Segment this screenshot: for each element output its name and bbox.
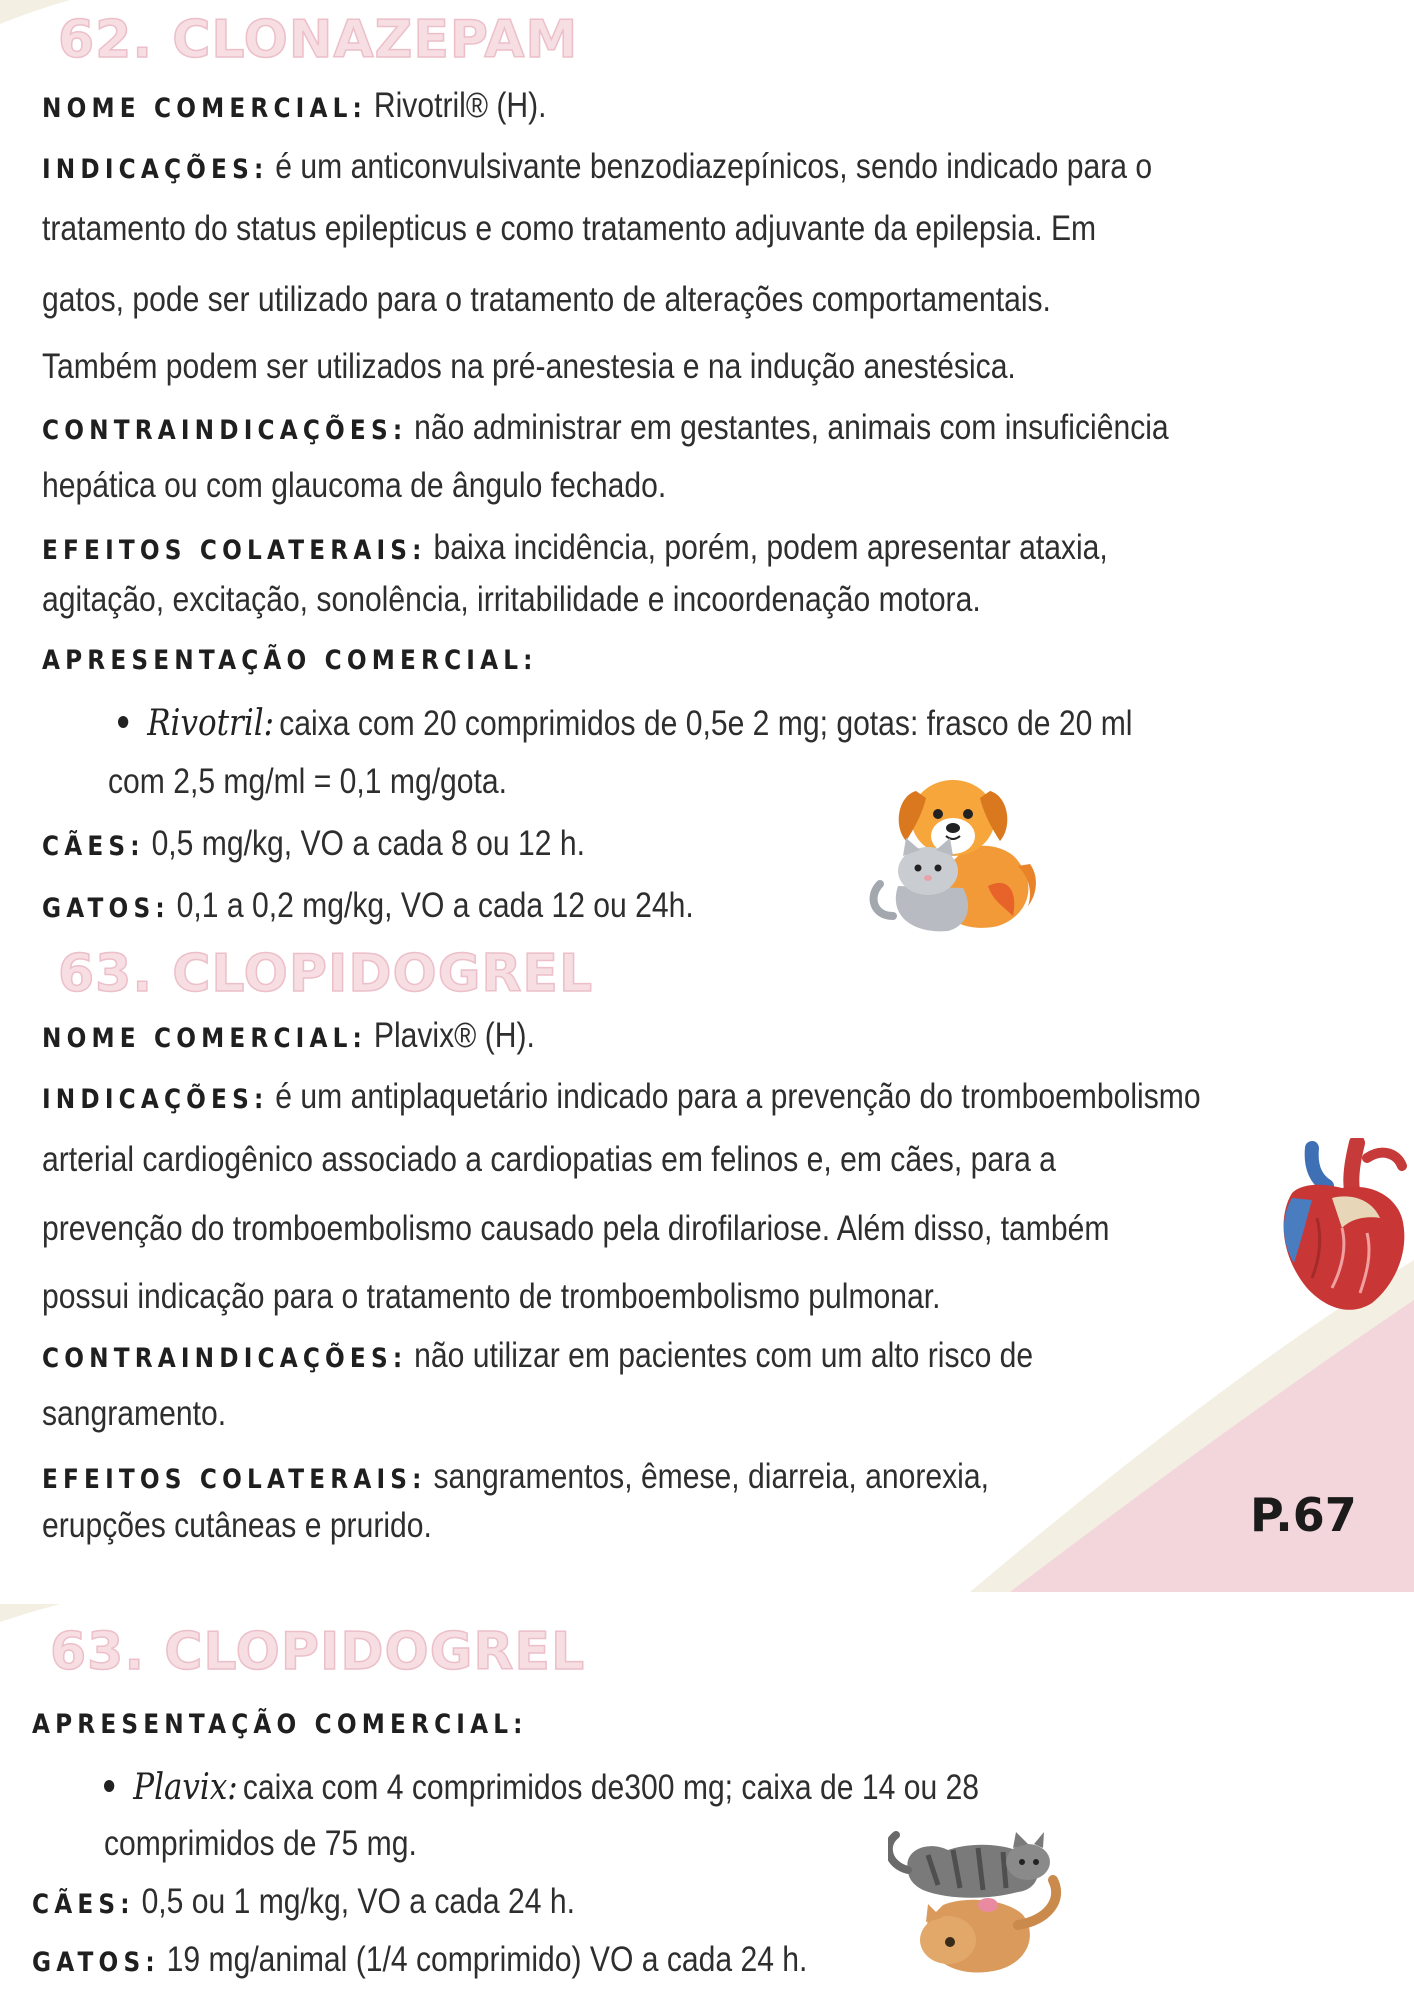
- efeitos-62-line-2: agitação, excitação, sonolência, irritabilidade e incoordenação motora.: [42, 580, 981, 619]
- cats-playing-illustration: [888, 1830, 1068, 1980]
- apresentacao-62-line-2: com 2,5 mg/ml = 0,1 mg/gota.: [108, 762, 508, 801]
- caes-62: [42, 822, 585, 869]
- contraindicacoes-62: [42, 406, 1169, 453]
- gatos-dose: 0,1 a 0,2 mg/kg, VO a cada 12 ou 24h.: [176, 886, 694, 925]
- brand-name: Rivotril:: [147, 703, 275, 744]
- bullet-icon: [104, 1780, 114, 1792]
- contraindicacoes-label: CONTRAINDICAÇÕES:: [42, 415, 408, 446]
- section-title-63: 63. CLOPIDOGREL: [58, 944, 594, 1004]
- nome-comercial-label: NOME COMERCIAL:: [42, 1023, 367, 1054]
- efeitos-text: sangramentos, êmese, diarreia, anorexia,: [433, 1457, 989, 1496]
- apresentacao-63-label-line: [32, 1700, 535, 1747]
- indicacoes-label: INDICAÇÕES:: [42, 154, 269, 185]
- contraindicacoes-text: não utilizar em pacientes com um alto risco de: [414, 1336, 1034, 1375]
- apresentacao-label: APRESENTAÇÃO COMERCIAL:: [42, 645, 538, 676]
- nome-comercial-label: NOME COMERCIAL:: [42, 93, 367, 124]
- gatos-63: [32, 1938, 807, 1985]
- efeitos-text: baixa incidência, porém, podem apresentar ataxia,: [433, 528, 1108, 567]
- indicacoes-text: é um anticonvulsivante benzodiazepínicos, sendo indicado para o: [275, 147, 1153, 186]
- contraindicacoes-text: não administrar em gestantes, animais com insuficiência: [414, 408, 1169, 447]
- gatos-label: GATOS:: [42, 893, 170, 924]
- indicacoes-63-line-3: prevenção do tromboembolismo causado pela dirofilariose. Além disso, também: [42, 1209, 1110, 1248]
- indicacoes-63-line-4: possui indicação para o tratamento de tromboembolismo pulmonar.: [42, 1277, 941, 1316]
- efeitos-63-line-2: erupções cutâneas e prurido.: [42, 1506, 432, 1545]
- efeitos-label: EFEITOS COLATERAIS:: [42, 535, 427, 566]
- bullet-icon: [118, 716, 128, 728]
- caes-label: CÃES:: [42, 831, 145, 862]
- indicacoes-62: [42, 145, 1152, 192]
- section-title-62: 62. CLONAZEPAM: [58, 10, 579, 70]
- caes-63: [32, 1880, 575, 1927]
- indicacoes-63-line-2: arterial cardiogênico associado a cardiopatias em felinos e, em cães, para a: [42, 1140, 1056, 1179]
- indicacoes-62-line-4: Também podem ser utilizados na pré-anestesia e na indução anestésica.: [42, 347, 1016, 386]
- indicacoes-text: é um antiplaquetário indicado para a prevenção do tromboembolismo: [275, 1077, 1201, 1116]
- indicacoes-label: INDICAÇÕES:: [42, 1084, 269, 1115]
- caes-dose: 0,5 mg/kg, VO a cada 8 ou 12 h.: [151, 824, 585, 863]
- contraindicacoes-63: [42, 1334, 1033, 1381]
- gatos-label: GATOS:: [32, 1947, 160, 1978]
- efeitos-label: EFEITOS COLATERAIS:: [42, 1464, 427, 1495]
- contraindicacoes-label: CONTRAINDICAÇÕES:: [42, 1343, 408, 1374]
- page-separator: [0, 1592, 1414, 1604]
- nome-comercial-value: Rivotril® (H).: [373, 86, 547, 125]
- nome-comercial-value: Plavix® (H).: [373, 1016, 535, 1055]
- document-page-2: [0, 1604, 1414, 2000]
- apresentacao-63-line-2: comprimidos de 75 mg.: [104, 1824, 417, 1863]
- apresentacao-62-item: [118, 702, 1132, 746]
- brand-name: Plavix:: [133, 1767, 238, 1808]
- apresentacao-label: APRESENTAÇÃO COMERCIAL:: [32, 1709, 528, 1740]
- apresentacao-62-label-line: [42, 636, 545, 683]
- nome-comercial-63: [42, 1014, 535, 1061]
- nome-comercial-62: [42, 84, 547, 131]
- indicacoes-63: [42, 1075, 1201, 1122]
- apresentacao-text: caixa com 4 comprimidos de300 mg; caixa de 14 ou 28: [242, 1768, 980, 1807]
- page-number: P.67: [1250, 1488, 1357, 1542]
- apresentacao-text: caixa com 20 comprimidos de 0,5e 2 mg; gotas: frasco de 20 ml: [279, 704, 1133, 743]
- caes-dose: 0,5 ou 1 mg/kg, VO a cada 24 h.: [141, 1882, 575, 1921]
- dog-and-cat-illustration: [868, 766, 1038, 936]
- contraindicacoes-63-line-2: sangramento.: [42, 1394, 227, 1433]
- efeitos-62: [42, 526, 1108, 573]
- contraindicacoes-62-line-2: hepática ou com glaucoma de ângulo fechado.: [42, 466, 667, 505]
- gatos-dose: 19 mg/animal (1/4 comprimido) VO a cada 24 h.: [166, 1940, 808, 1979]
- gatos-62: [42, 884, 694, 931]
- indicacoes-62-line-3: gatos, pode ser utilizado para o tratamento de alterações comportamentais.: [42, 280, 1051, 319]
- caes-label: CÃES:: [32, 1889, 135, 1920]
- section-title-63-continued: 63. CLOPIDOGREL: [50, 1622, 586, 1682]
- heart-illustration: [1272, 1138, 1412, 1318]
- indicacoes-62-line-2: tratamento do status epilepticus e como tratamento adjuvante da epilepsia. Em: [42, 209, 1097, 248]
- apresentacao-63-item: [104, 1766, 979, 1810]
- efeitos-63: [42, 1455, 989, 1502]
